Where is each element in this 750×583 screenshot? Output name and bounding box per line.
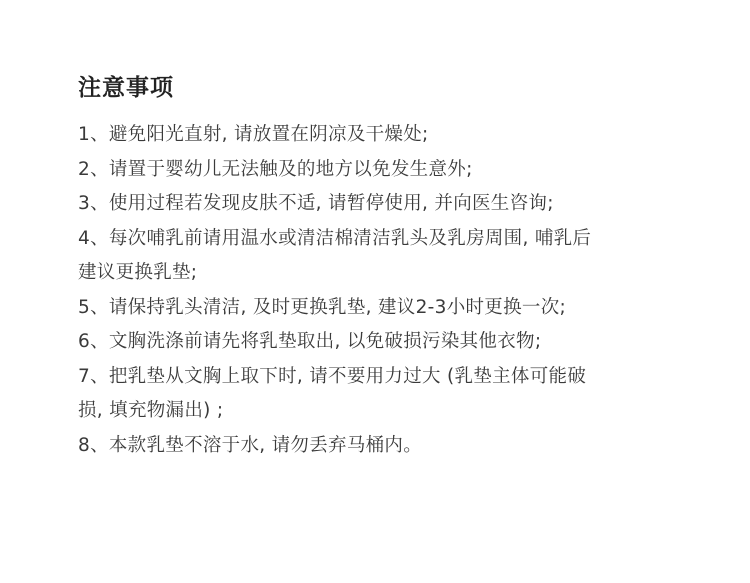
notice-item-1: 1、避免阳光直射, 请放置在阴凉及干燥处; [78, 124, 429, 145]
notice-item-2: 2、请置于婴幼儿无法触及的地方以免发生意外; [78, 158, 473, 180]
notice-item-5: 5、请保持乳头清洁, 及时更换乳垫, 建议2-3小时更换一次; [78, 296, 567, 318]
notice-item-7-continued: 损, 填充物漏出) ; [78, 400, 224, 421]
notice-item-8: 8、本款乳垫不溶于水, 请勿丢弃马桶内。 [78, 434, 423, 456]
notice-list [78, 118, 698, 463]
notice-item-4: 4、每次哺乳前请用温水或清洁棉清洁乳头及乳房周围, 哺乳后 [78, 227, 592, 249]
notice-item-7: 7、把乳垫从文胸上取下时, 请不要用力过大 (乳垫主体可能破 [78, 365, 587, 387]
notice-item-4-continued: 建议更换乳垫; [78, 262, 198, 283]
notice-item-3: 3、使用过程若发现皮肤不适, 请暂停使用, 并向医生咨询; [78, 193, 554, 214]
notice-title: 注意事项 [78, 75, 174, 101]
notice-item-6: 6、文胸洗涤前请先将乳垫取出, 以免破损污染其他衣物; [78, 331, 542, 352]
notice-section [78, 72, 698, 463]
